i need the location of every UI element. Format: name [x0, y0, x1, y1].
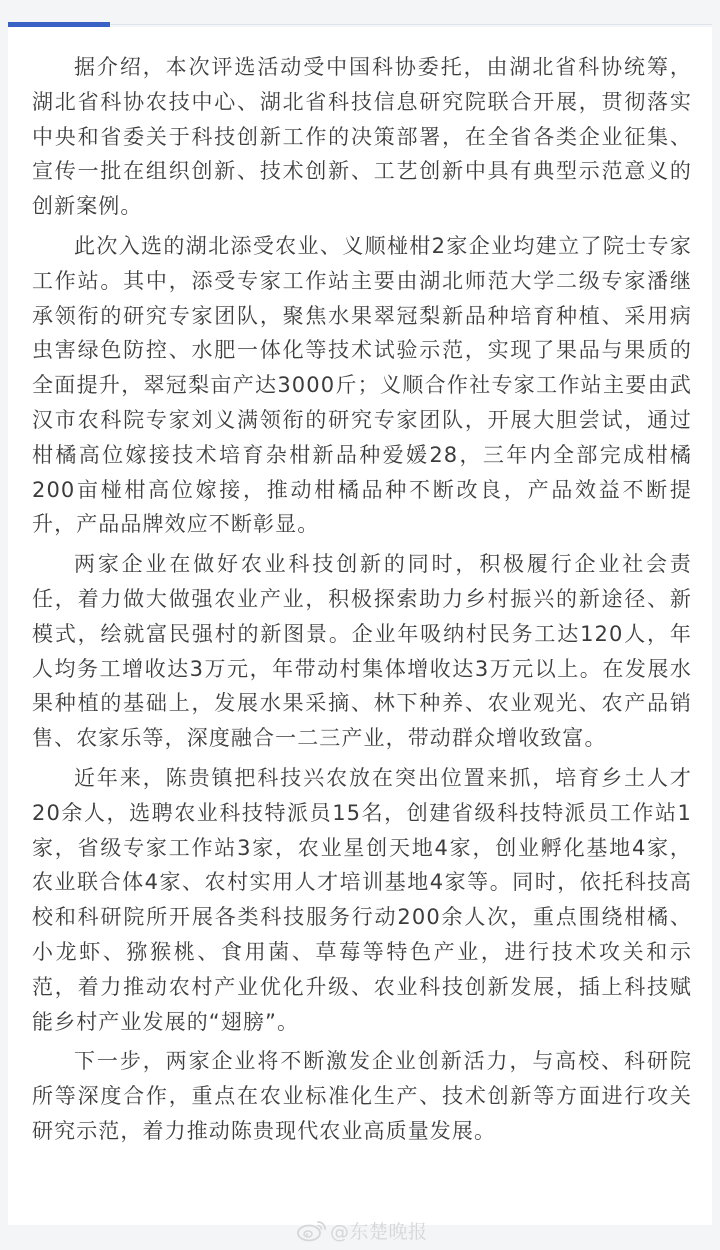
article-paragraph: 近年来，陈贵镇把科技兴农放在突出位置来抓，培育乡土人才20余人，选聘农业科技特派员15名，创建省级科技特派员工作站1家，省级专家工作站3家，农业星创天地4家，创业孵化基地4家，农业联合体4家、农村实用人才培训基地4家等。同时，依托科技高校和科研院所开展各类科技服务行动200余人次，重点围绕柑橘、小龙虾、猕猴桃、食用菌、草莓等特色产业，进行技术攻关和示范，着力推动农村产业优化升级、农业科技创新发展，插上科技赋能乡村产业发展的“翅膀”。 — [32, 765, 692, 1034]
watermark — [296, 1215, 428, 1245]
header-divider — [110, 24, 712, 25]
article-paragraph: 下一步，两家企业将不断激发企业创新活力，与高校、科研院所等深度合作，重点在农业标准化生产、技术创新等方面进行攻关研究示范，着力推动陈贵现代农业高质量发展。 — [32, 1049, 692, 1143]
article-body — [32, 50, 692, 1154]
watermark-text: @东楚晚报 — [330, 1220, 428, 1243]
weibo-icon — [296, 1217, 328, 1243]
article-paragraph: 此次入选的湖北添受农业、义顺椪柑2家企业均建立了院士专家工作站。其中，添受专家工作站主要由湖北师范大学二级专家潘继承领衔的研究专家团队，聚焦水果翠冠梨新品种培育种植、采用病虫害绿色防控、水肥一体化等技术试验示范，实现了果品与果质的全面提升，翠冠梨亩产达3000斤；义顺合作社专家工作站主要由武汉市农科院专家刘义满领衔的研究专家团队，开展大胆尝试，通过柑橘高位嫁接技术培育杂柑新品种爱媛28，三年内全部完成柑橘200亩椪柑高位嫁接，推动柑橘品种不断改良，产品效益不断提升，产品品牌效应不断彰显。 — [32, 233, 692, 537]
article-paragraph: 两家企业在做好农业科技创新的同时，积极履行企业社会责任，着力做大做强农业产业，积极探索助力乡村振兴的新途径、新模式，绘就富民强村的新图景。企业年吸纳村民务工达120人，年人均务工增收达3万元，年带动村集体增收达3万元以上。在发展水果种植的基础上，发展水果采摘、林下种养、农业观光、农产品销售、农家乐等，深度融合一二三产业，带动群众增收致富。 — [32, 552, 692, 751]
article-paragraph: 据介绍，本次评选活动受中国科协委托，由湖北省科协统筹，湖北省科协农技中心、湖北省科技信息研究院联合开展，贯彻落实中央和省委关于科技创新工作的决策部署，在全省各类企业征集、宣传一批在组织创新、技术创新、工艺创新中具有典型示范意义的创新案例。 — [32, 55, 692, 219]
